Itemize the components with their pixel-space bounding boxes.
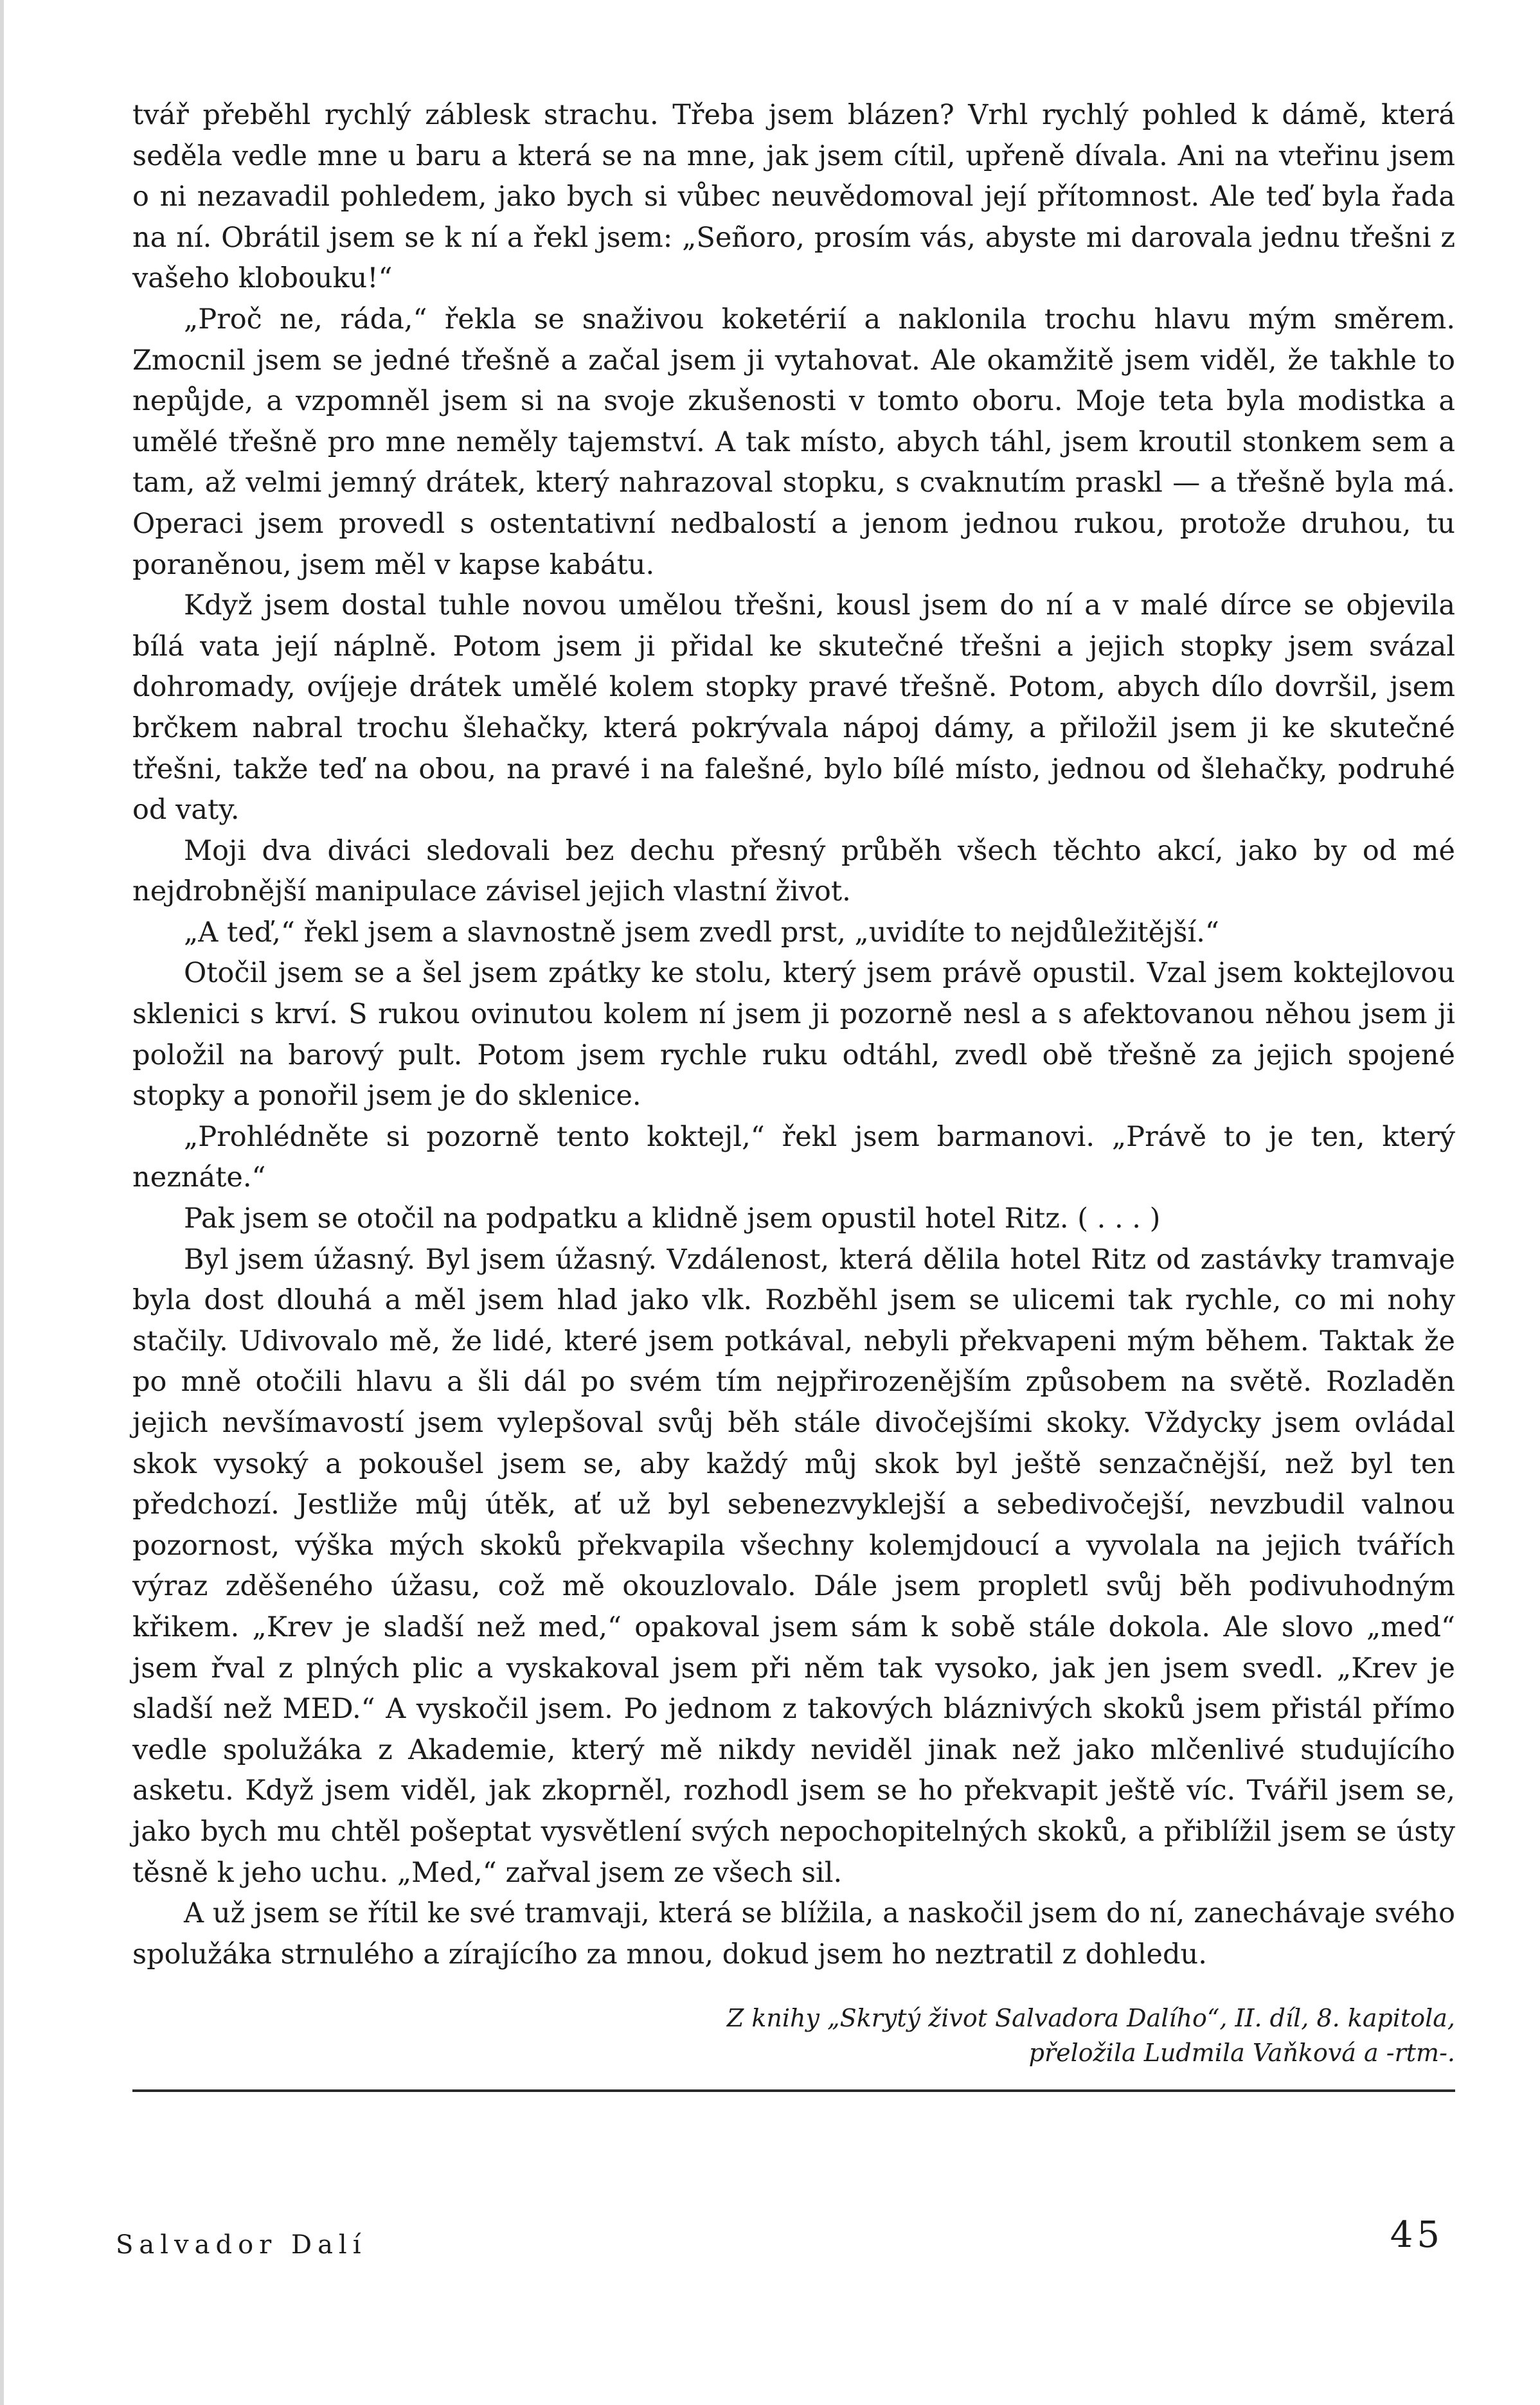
paragraph-3: Když jsem dostal tuhle novou umělou třešni, kousl jsem do ní a v malé dírce se objevila bílá vata její náplně. Potom jsem ji přidal ke skutečné třešni a jejich stopky jsem svázal dohromady, ovíjeje drátek umělé kolem stopky pravé třešně. Potom, abych dílo dovršil, jsem brčkem nabral trochu šlehačky, která pokrývala nápoj dámy, a přiložil jsem ji ke skutečné třešni, takže teď na obou, na pravé i na falešné, bylo bílé místo, jednou od šlehačky, podruhé od vaty.	[132, 589, 1455, 827]
paragraph-4: Moji dva diváci sledovali bez dechu přesný průběh všech těchto akcí, jako by od mé nejdrobnější manipulace závisel jejich vlastní život.	[132, 834, 1455, 908]
paragraph-2: „Proč ne, ráda,“ řekla se snaživou koketérií a naklonila trochu hlavu mým směrem. Zmocnil jsem se jedné třešně a začal jsem ji vytahovat. Ale okamžitě jsem viděl, že takhle to nepůjde, a vzpomněl jsem si na svoje zkušenosti v tomto oboru. Moje teta byla modistka a umělé třešně pro mne neměly tajemství. A tak místo, abych táhl, jsem kroutil stonkem sem a tam, až velmi jemný drátek, který nahrazoval stopku, s cvaknutím praskl — a třešně byla má. Operaci jsem provedl s ostentativní nedbalostí a jenom jednou rukou, protože druhou, tu poraněnou, jsem měl v kapse kabátu.	[132, 303, 1455, 581]
paragraph-6: Otočil jsem se a šel jsem zpátky ke stolu, který jsem právě opustil. Vzal jsem koktejlovou sklenici s krví. S rukou ovinutou kolem ní jsem ji pozorně nesl a s afektovanou něhou jsem ji položil na barový pult. Potom jsem rychle ruku odtáhl, zvedl obě třešně za jejich spojené stopky a ponořil jsem je do sklenice.	[132, 957, 1455, 1113]
paragraph-10: A už jsem se řítil ke své tramvaji, která se blížila, a naskočil jsem do ní, zanechávaje svého spolužáka strnulého a zírajícího za mnou, dokud jsem ho neztratil z dohledu.	[132, 1897, 1455, 1971]
paragraph-5: „A teď,“ řekl jsem a slavnostně jsem zvedl prst, „uvidíte to nejdůležitější.“	[184, 916, 1219, 949]
source-line-2: přeložila Ludmila Vaňková a -rtm-.	[1028, 2039, 1455, 2067]
article-text	[132, 95, 1455, 1975]
paragraph-7: „Prohlédněte si pozorně tento koktejl,“ řekl jsem barmanovi. „Právě to je ten, který neznáte.“	[132, 1120, 1455, 1194]
footer-author: Salvador Dalí	[116, 2230, 367, 2260]
footer-divider	[132, 2089, 1455, 2092]
paragraph-1: tvář přeběhl rychlý záblesk strachu. Třeba jsem blázen? Vrhl rychlý pohled k dámě, která seděla vedle mne u baru a která se na mne, jak jsem cítil, upřeně dívala. Ani na vteřinu jsem o ni nezavadil pohledem, jako bych si vůbec neuvědomoval její přítomnost. Ale teď byla řada na ní. Obrátil jsem se k ní a řekl jsem: „Señoro, prosím vás, abyste mi darovala jednu třešni z vašeho klobouku!“	[132, 99, 1455, 295]
page-number: 45	[1390, 2214, 1444, 2256]
page-edge	[0, 0, 4, 2405]
paragraph-9: Byl jsem úžasný. Byl jsem úžasný. Vzdálenost, která dělila hotel Ritz od zastávky tramvaje byla dost dlouhá a měl jsem hlad jako vlk. Rozběhl jsem se ulicemi tak rychle, co mi nohy stačily. Udivovalo mě, že lidé, které jsem potkával, nebyli překvapeni mým během. Taktak že po mně otočili hlavu a šli dál po svém tím nejpřirozenějším způsobem na světě. Rozladěn jejich nevšímavostí jsem vylepšoval svůj běh stále divočejšími skoky. Vždycky jsem ovládal skok vysoký a pokoušel jsem se, aby každý můj skok byl ještě senzačnější, než byl ten předchozí. Jestliže můj útěk, ať už byl sebenezvyklejší a sebedivočejší, nevzbudil valnou pozornost, výška mých skoků překvapila všechny kolemjdoucí a vyvolala na jejich tvářích výraz zděšeného úžasu, což mě okouzlovalo. Dále jsem propletl svůj běh podivuhodným křikem. „Krev je sladší než med,“ opakoval jsem sám k sobě stále dokola. Ale slovo „med“ jsem řval z plných plic a vyskakoval jsem při něm tak vysoko, jak jen jsem svedl. „Krev je sladší než MED.“ A vyskočil jsem. Po jednom z takových bláznivých skoků jsem přistál přímo vedle spolužáka z Akademie, který mě nikdy neviděl jinak než jako mlčenlivé studujícího asketu. Když jsem viděl, jak zkoprněl, rozhodl jsem se ho překvapit ještě víc. Tvářil jsem se, jako bych mu chtěl pošeptat vysvětlení svých nepochopitelných skoků, a přiblížil jsem se ústy těsně k jeho uchu. „Med,“ zařval jsem ze všech sil.	[132, 1243, 1455, 1889]
paragraph-8: Pak jsem se otočil na podpatku a klidně jsem opustil hotel Ritz. ( . . . )	[184, 1202, 1161, 1235]
source-citation	[578, 2001, 1455, 2070]
source-line-1: Z knihy „Skrytý život Salvadora Dalího“, II. díl, 8. kapitola,	[726, 2004, 1455, 2032]
